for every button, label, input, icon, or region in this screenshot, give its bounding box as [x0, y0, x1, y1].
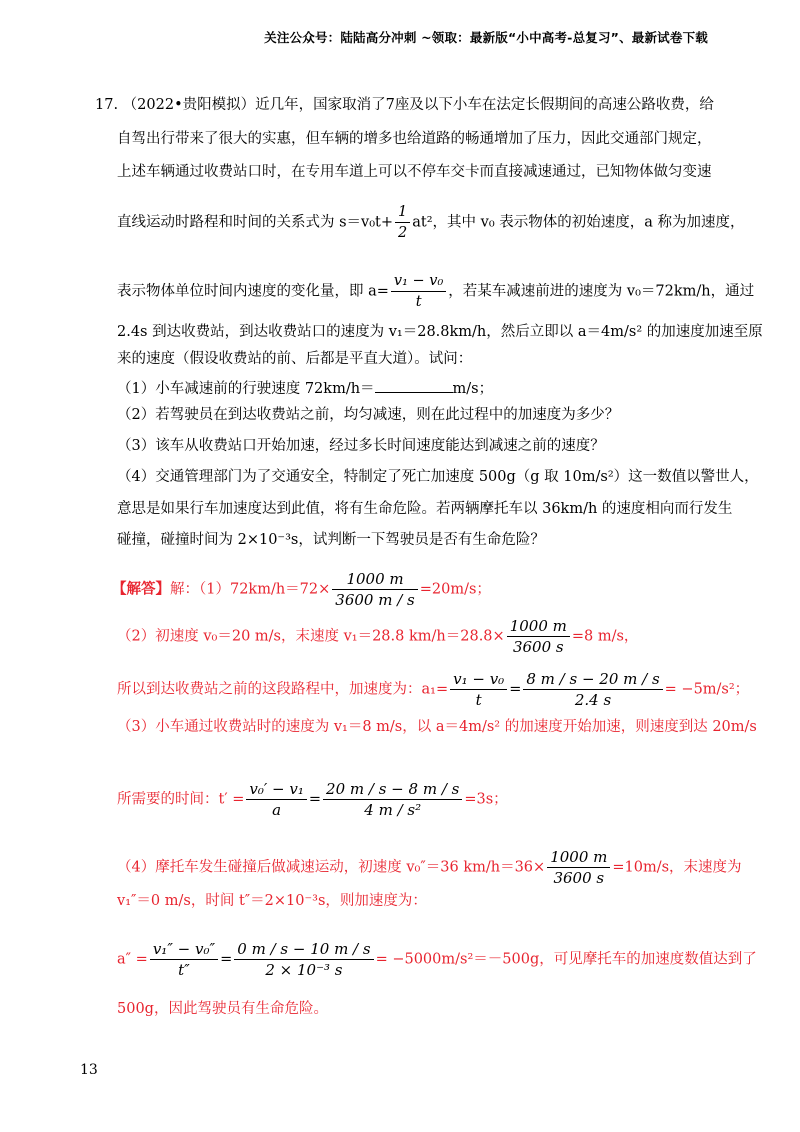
fraction-accel-4-values: $\frac{0 m / s - 10 m / s}{\text{2 × 10⁻³ s}}$: [234, 940, 373, 979]
answer-line-7: v₁″＝0 m/s，时间 t″＝2×10⁻³s，则加速度为：: [117, 893, 427, 909]
question-4-line-1: （4）交通管理部门为了交通安全，特制定了死亡加速度 500g（g 取 10m/s²）这一数值以警世人，: [117, 469, 759, 485]
answer-tag: 【解答】: [112, 580, 170, 598]
fraction-accel-4: $\frac{\text{v₁″ − v₀″}}{t''}$: [150, 940, 218, 979]
fraction-conv-1: $\frac{1000 m}{3600 m / s}$: [332, 570, 417, 609]
answer-line-1: 【解答】解：（1）72km/h＝72× $\frac{1000 m}{3600 m / s}$ =20m/s；: [112, 570, 491, 609]
fraction-accel-def: $\frac{\text{v₁ − v₀}}{t}$: [391, 272, 446, 311]
question-1: （1）小车减速前的行驶速度 72km/h＝ m/s；: [117, 378, 493, 398]
answer-blank[interactable]: [375, 378, 453, 393]
question-4-line-2: 意思是如果行车加速度达到此值，将有生命危险。若两辆摩托车以 36km/h 的速度相向而行发生: [117, 501, 733, 517]
fraction-conv-3: $\frac{1000 m}{3600 s}$: [547, 848, 610, 887]
answer-line-3: 所以到达收费站之前的这段路程中，加速度为：a₁= $\frac{\text{v₁ − v₀}}{t}$ = $\frac{8 m / s - 20 m / s}{2.4 s}$ = −5m/s²；: [117, 670, 750, 709]
answer-line-5: 所需要的时间：t′ = $\frac{\text{v₀′ − v₁}}{a}$ = $\frac{20 m / s - 8 m / s}{\text{4 m / s²}}$ =3s；: [117, 780, 508, 819]
fraction-a1: $\frac{\text{v₁ − v₀}}{t}$: [450, 670, 507, 709]
page-header: 关注公众号：陆陆高分冲刺 ~领取：最新版“小中高考-总复习”、最新试卷下载: [264, 30, 708, 45]
problem-line-5: 表示物体单位时间内速度的变化量，即 a= $\frac{\text{v₁ − v₀}}{t}$ ，若某车减速前进的速度为 v₀＝72km/h，通过: [117, 273, 755, 310]
fraction-half: $\frac{1}{2}$: [395, 203, 410, 242]
question-3: （3）该车从收费站口开始加速，经过多长时间速度能达到减速之前的速度？: [117, 438, 605, 454]
question-4-line-3: 碰撞，碰撞时间为 2×10⁻³s，试判断一下驾驶员是否有生命危险？: [117, 532, 545, 548]
question-2: （2）若驾驶员在到达收费站之前，均匀减速，则在此过程中的加速度为多少？: [117, 407, 620, 423]
problem-line-7: 来的速度（假设收费站的前、后都是平直大道）。试问：: [117, 351, 473, 367]
fraction-time: $\frac{\text{v₀′ − v₁}}{a}$: [246, 780, 307, 819]
problem-number: 17.: [95, 97, 119, 113]
problem-line-3: 上述车辆通过收费站口时，在专用车道上可以不停车交卡而直接减速通过，已知物体做匀变速: [117, 164, 712, 180]
problem-line-2: 自驾出行带来了很大的实惠，但车辆的增多也给道路的畅通增加了压力，因此交通部门规定，: [117, 131, 712, 147]
answer-line-2: （2）初速度 v₀＝20 m/s，末速度 v₁＝28.8 km/h＝28.8× $\frac{1000 m}{3600 s}$ =8 m/s，: [117, 617, 639, 656]
answer-line-6: （4）摩托车发生碰撞后做减速运动，初速度 v₀″＝36 km/h＝36× $\frac{1000 m}{3600 s}$ =10m/s，末速度为: [117, 848, 742, 887]
problem-line-1: 17. （2022•贵阳模拟）近几年，国家取消了7座及以下小车在法定长假期间的高速公路收费，给: [95, 97, 714, 113]
page-number: 13: [80, 1062, 98, 1078]
fraction-conv-2: $\frac{1000 m}{3600 s}$: [507, 617, 570, 656]
answer-line-4: （3）小车通过收费站时的速度为 v₁＝8 m/s，以 a＝4m/s² 的加速度开始加速，则速度到达 20m/s: [117, 719, 757, 735]
problem-line-6: 2.4s 到达收费站，到达收费站口的速度为 v₁＝28.8km/h，然后立即以 a＝4m/s² 的加速度加速至原: [117, 324, 763, 340]
problem-source: （2022•贵阳模拟）: [122, 97, 256, 113]
fraction-time-values: $\frac{20 m / s - 8 m / s}{\text{4 m / s²}}$: [323, 780, 462, 819]
fraction-a1-values: $\frac{8 m / s - 20 m / s}{2.4 s}$: [523, 670, 662, 709]
problem-line-4: 直线运动时路程和时间的关系式为 s＝v₀t+ $\frac{1}{2}$ at²，其中 v₀ 表示物体的初始速度，a 称为加速度，: [117, 204, 745, 241]
answer-line-9: 500g，因此驾驶员有生命危险。: [117, 1001, 328, 1017]
answer-line-8: a″ = $\frac{\text{v₁″ − v₀″}}{t''}$ = $\frac{0 m / s - 10 m / s}{\text{2 × 10⁻³ s}}$ = −5000m/s²＝－500g，可见摩托车的加速度数值达到了: [117, 940, 757, 979]
